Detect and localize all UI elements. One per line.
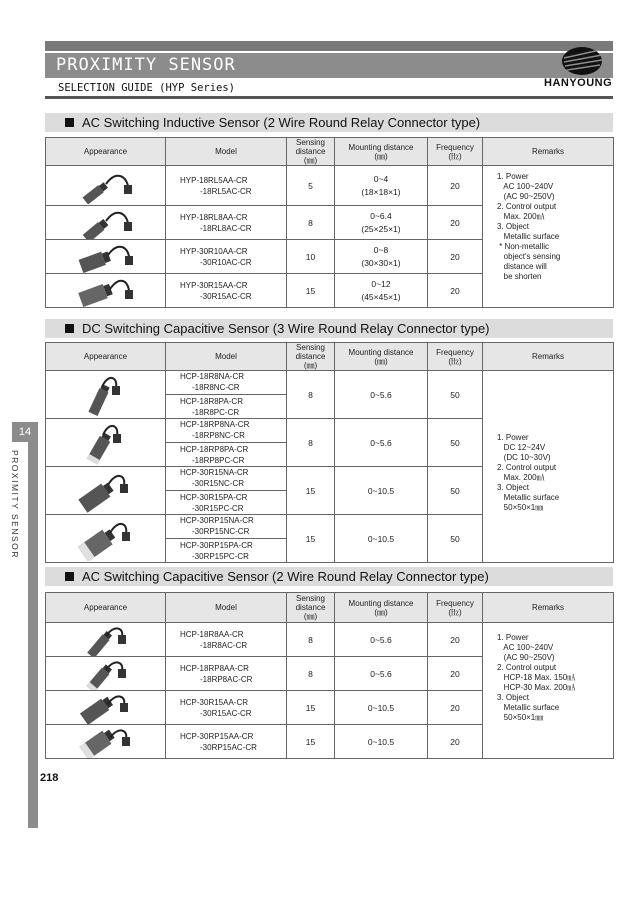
- frequency-cell: 50: [428, 371, 483, 419]
- chapter-label: PROXIMITY SENSOR: [10, 450, 20, 559]
- col-remarks: Remarks: [483, 343, 614, 371]
- page-number: 218: [40, 772, 59, 784]
- sensor-image: [46, 240, 166, 274]
- col-frequency: Frequency (㎐): [428, 593, 483, 623]
- table-dc-capacitive: [45, 342, 614, 563]
- model-cell: HCP-18R8NA-CR -18R8NC-CR HCP-18R8PA-CR -18R8PC-CR: [166, 371, 287, 419]
- col-model: Model: [166, 343, 287, 371]
- bullet-square-icon: [65, 324, 74, 333]
- model-cell: HCP-30R15NA-CR -30R15NC-CR HCP-30R15PA-CR -30R15PC-CR: [166, 467, 287, 515]
- model-cell: HYP-18RL8AA-CR -18RL8AC-CR: [166, 206, 287, 240]
- remarks-cell: 1. Power AC 100~240V (AC 90~250V) 2. Control output HCP-18 Max. 150㎃ HCP-30 Max. 200㎃ 3. Object Metallic surface 50×50×1㎜: [483, 623, 614, 759]
- logo-text: HANYOUNG: [544, 77, 613, 89]
- table-ac-inductive: [45, 137, 614, 308]
- frequency-cell: 20: [428, 623, 483, 657]
- model-cell: HCP-30RP15AA-CR -30RP15AC-CR: [166, 725, 287, 759]
- col-sensing: Sensing distance (㎜): [287, 138, 335, 166]
- subtitle-underline: [45, 96, 613, 99]
- model-cell: HYP-30R15AA-CR -30R15AC-CR: [166, 274, 287, 308]
- mounting-cell: 0~5.6: [335, 371, 428, 419]
- col-appearance: Appearance: [46, 138, 166, 166]
- sensing-cell: 8: [287, 206, 335, 240]
- frequency-cell: 50: [428, 419, 483, 467]
- sensing-cell: 8: [287, 371, 335, 419]
- sensor-image: [46, 623, 166, 657]
- section-title-ac-capacitive: AC Switching Capacitive Sensor (2 Wire Round Relay Connector type): [45, 567, 613, 586]
- sensor-image: [46, 657, 166, 691]
- frequency-cell: 50: [428, 467, 483, 515]
- model-cell: HCP-30R15AA-CR -30R15AC-CR: [166, 691, 287, 725]
- mounting-cell: 0~5.6: [335, 623, 428, 657]
- bullet-square-icon: [65, 118, 74, 127]
- col-mounting: Mounting distance (㎜): [335, 343, 428, 371]
- table-row: [46, 166, 614, 206]
- sensor-image: [46, 467, 166, 515]
- mounting-cell: 0~12 (45×45×1): [335, 274, 428, 308]
- sensing-cell: 10: [287, 240, 335, 274]
- sensor-image: [46, 206, 166, 240]
- remarks-cell: 1. Power AC 100~240V (AC 90~250V) 2. Control output Max. 200㎃ 3. Object Metallic surface * Non-metallic object's sensing distance will be shorten: [483, 166, 614, 308]
- frequency-cell: 20: [428, 657, 483, 691]
- model-cell: HCP-30RP15NA-CR -30RP15NC-CR HCP-30RP15PA-CR -30RP15PC-CR: [166, 515, 287, 563]
- table-row: [46, 623, 614, 657]
- sensor-image: [46, 419, 166, 467]
- sensing-cell: 15: [287, 515, 335, 563]
- sensor-image: [46, 371, 166, 419]
- chapter-number: 14: [12, 422, 38, 442]
- sensor-image: [46, 725, 166, 759]
- sensing-cell: 15: [287, 725, 335, 759]
- mounting-cell: 0~10.5: [335, 725, 428, 759]
- table-header-row: [46, 343, 614, 371]
- sensing-cell: 15: [287, 274, 335, 308]
- mounting-cell: 0~5.6: [335, 419, 428, 467]
- col-model: Model: [166, 593, 287, 623]
- col-sensing: Sensing distance (㎜): [287, 593, 335, 623]
- col-frequency: Frequency (㎐): [428, 343, 483, 371]
- model-cell: HCP-18R8AA-CR -18R8AC-CR: [166, 623, 287, 657]
- mounting-cell: 0~10.5: [335, 515, 428, 563]
- sensing-cell: 8: [287, 623, 335, 657]
- model-cell: HYP-18RL5AA-CR -18RL5AC-CR: [166, 166, 287, 206]
- frequency-cell: 50: [428, 515, 483, 563]
- frequency-cell: 20: [428, 691, 483, 725]
- page-subtitle: SELECTION GUIDE (HYP Series): [58, 82, 236, 94]
- frequency-cell: 20: [428, 240, 483, 274]
- frequency-cell: 20: [428, 166, 483, 206]
- sensor-image: [46, 274, 166, 308]
- mounting-cell: 0~4 (18×18×1): [335, 166, 428, 206]
- sensing-cell: 15: [287, 691, 335, 725]
- table-header-row: [46, 138, 614, 166]
- col-frequency: Frequency (㎐): [428, 138, 483, 166]
- header-top-bar: [45, 41, 613, 51]
- col-sensing: Sensing distance (㎜): [287, 343, 335, 371]
- sensor-image: [46, 691, 166, 725]
- sensor-image: [46, 166, 166, 206]
- frequency-cell: 20: [428, 274, 483, 308]
- table-header-row: [46, 593, 614, 623]
- sensing-cell: 5: [287, 166, 335, 206]
- page-title: PROXIMITY SENSOR: [56, 55, 236, 75]
- sensing-cell: 15: [287, 467, 335, 515]
- table-row: [46, 371, 614, 419]
- model-cell: HYP-30R10AA-CR -30R10AC-CR: [166, 240, 287, 274]
- frequency-cell: 20: [428, 206, 483, 240]
- col-mounting: Mounting distance (㎜): [335, 138, 428, 166]
- sidebar-bar: [28, 422, 38, 828]
- mounting-cell: 0~10.5: [335, 691, 428, 725]
- col-appearance: Appearance: [46, 343, 166, 371]
- mounting-cell: 0~5.6: [335, 657, 428, 691]
- col-model: Model: [166, 138, 287, 166]
- section-title-ac-inductive: AC Switching Inductive Sensor (2 Wire Round Relay Connector type): [45, 113, 613, 132]
- col-mounting: Mounting distance (㎜): [335, 593, 428, 623]
- mounting-cell: 0~6.4 (25×25×1): [335, 206, 428, 240]
- sensing-cell: 8: [287, 657, 335, 691]
- model-cell: HCP-18RP8NA-CR -18RP8NC-CR HCP-18RP8PA-CR -18RP8PC-CR: [166, 419, 287, 467]
- sensing-cell: 8: [287, 419, 335, 467]
- col-appearance: Appearance: [46, 593, 166, 623]
- mounting-cell: 0~10.5: [335, 467, 428, 515]
- col-remarks: Remarks: [483, 138, 614, 166]
- section-title-dc-capacitive: DC Switching Capacitive Sensor (3 Wire Round Relay Connector type): [45, 319, 613, 338]
- frequency-cell: 20: [428, 725, 483, 759]
- mounting-cell: 0~8 (30×30×1): [335, 240, 428, 274]
- model-cell: HCP-18RP8AA-CR -18RP8AC-CR: [166, 657, 287, 691]
- bullet-square-icon: [65, 572, 74, 581]
- col-remarks: Remarks: [483, 593, 614, 623]
- table-ac-capacitive: [45, 592, 614, 759]
- remarks-cell: 1. Power DC 12~24V (DC 10~30V) 2. Control output Max. 200㎃ 3. Object Metallic surface 50×50×1㎜: [483, 371, 614, 563]
- sensor-image: [46, 515, 166, 563]
